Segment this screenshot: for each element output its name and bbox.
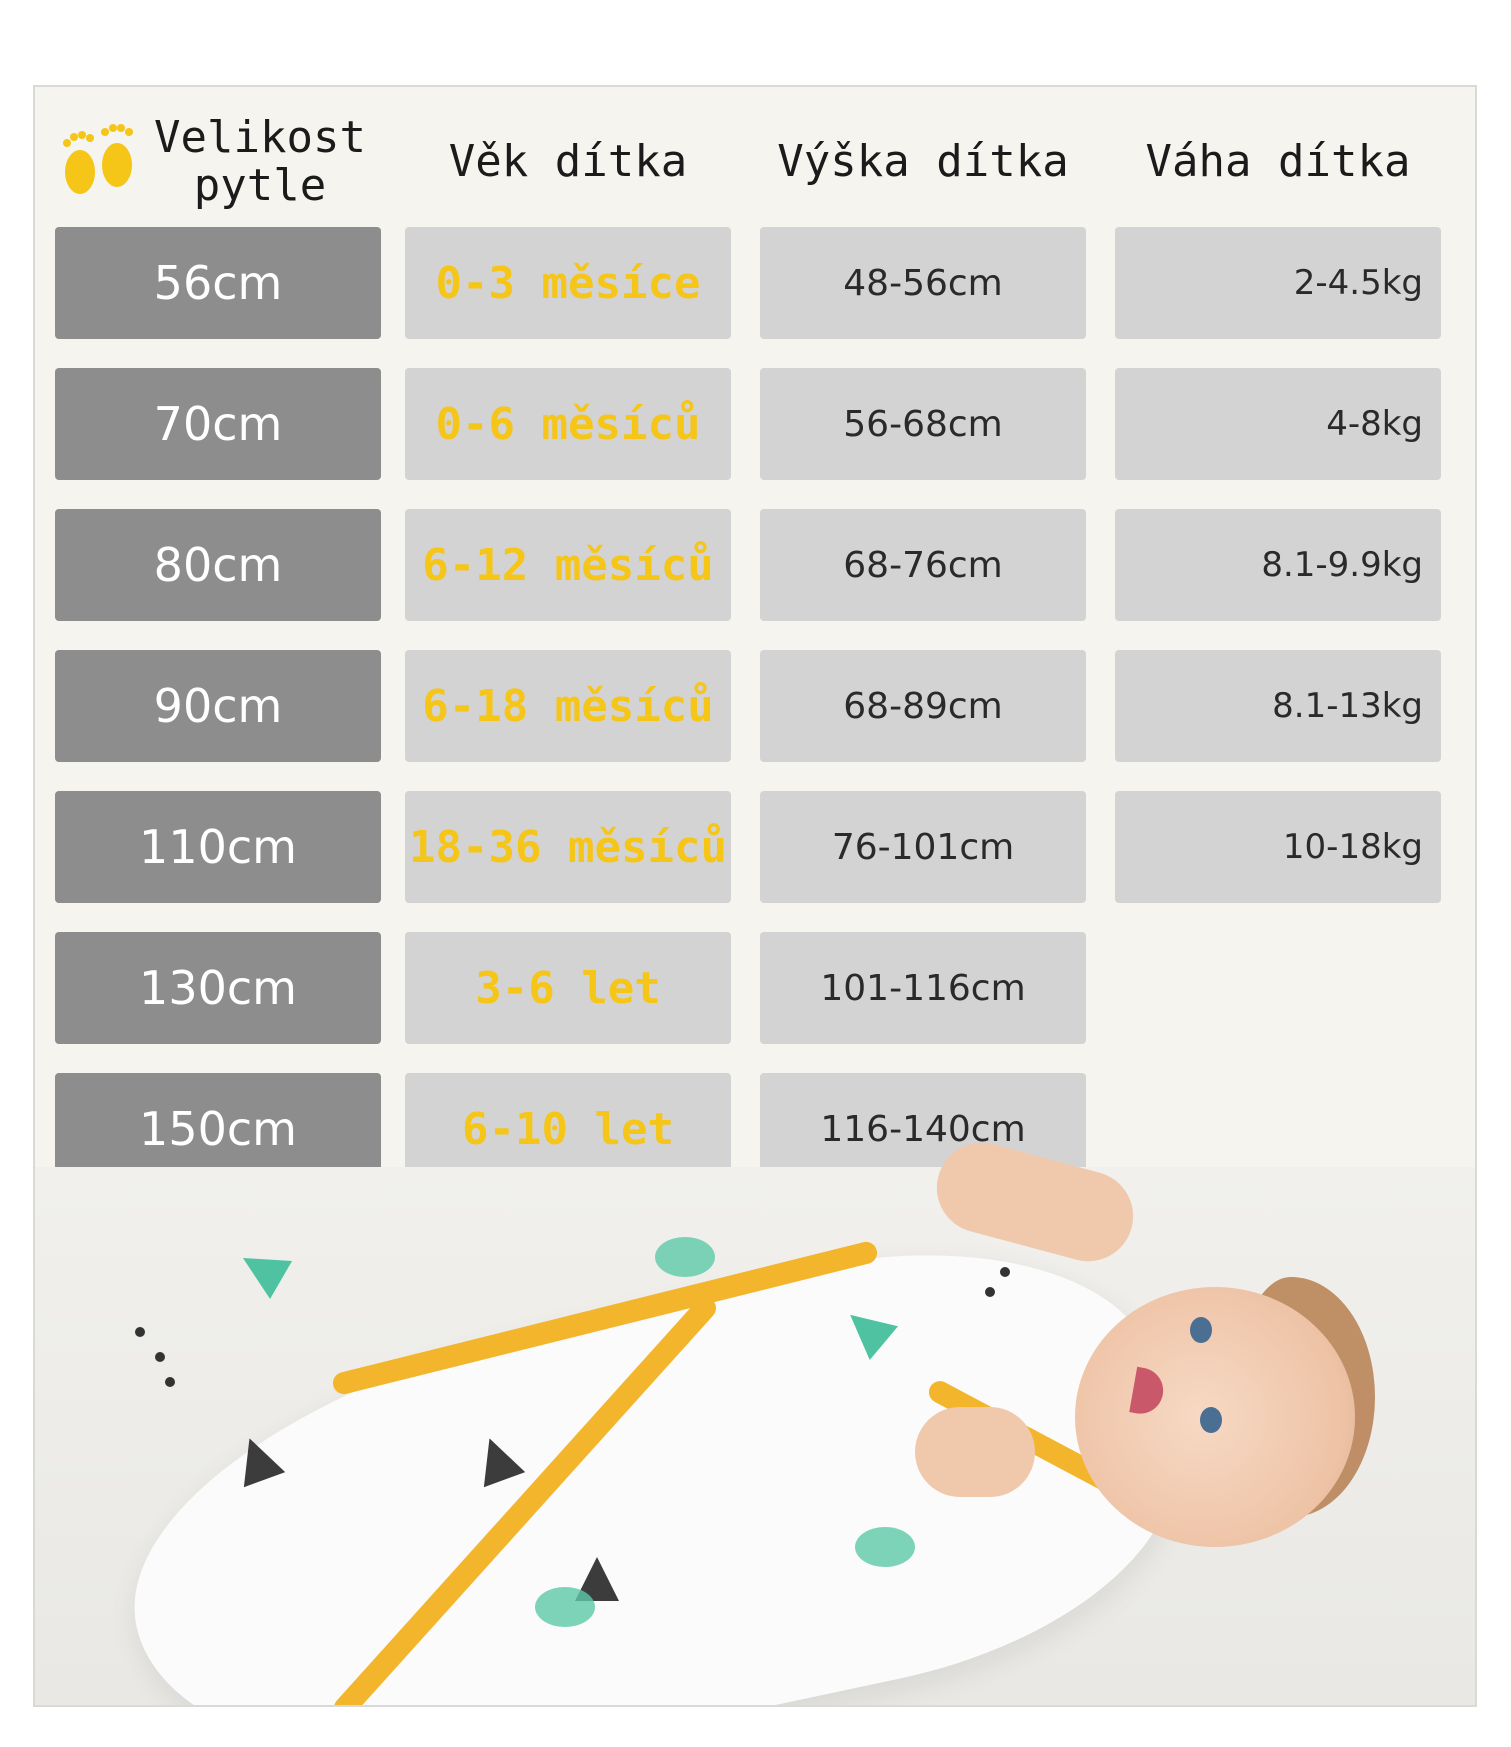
cell-height: 56-68cm [760, 368, 1086, 480]
cell-height: 101-116cm [760, 932, 1086, 1044]
cell-weight: 8.1-13kg [1115, 650, 1441, 762]
cell-size: 130cm [55, 932, 381, 1044]
size-chart-card [33, 85, 1477, 1707]
cell-height: 68-76cm [760, 509, 1086, 621]
cell-height: 48-56cm [760, 227, 1086, 339]
cell-age: 0-3 měsíce [405, 227, 731, 339]
cell-height: 68-89cm [760, 650, 1086, 762]
header-size [145, 107, 375, 217]
header-size-line2: pytle [193, 160, 327, 211]
cell-weight: 2-4.5kg [1115, 227, 1441, 339]
cell-weight: 8.1-9.9kg [1115, 509, 1441, 621]
cell-age: 3-6 let [405, 932, 731, 1044]
cell-age: 6-10 let [405, 1073, 731, 1185]
cell-weight: 4-8kg [1115, 368, 1441, 480]
cell-weight: 10-18kg [1115, 791, 1441, 903]
cell-size: 56cm [55, 227, 381, 339]
header-size-line1: Velikost [154, 112, 366, 163]
baby-feet-icon [55, 117, 145, 207]
header-height: Výška dítka [777, 136, 1069, 187]
cell-size: 150cm [55, 1073, 381, 1185]
cell-age: 0-6 měsíců [405, 368, 731, 480]
header-weight: Váha dítka [1145, 136, 1411, 187]
baby-photo [35, 1167, 1475, 1705]
cell-age: 6-12 měsíců [405, 509, 731, 621]
cell-size: 80cm [55, 509, 381, 621]
cell-height: 116-140cm [760, 1073, 1086, 1185]
cell-size: 110cm [55, 791, 381, 903]
cell-age: 18-36 měsíců [405, 791, 731, 903]
cell-size: 90cm [55, 650, 381, 762]
header-age: Věk dítka [448, 136, 688, 187]
cell-size: 70cm [55, 368, 381, 480]
cell-age: 6-18 měsíců [405, 650, 731, 762]
cell-height: 76-101cm [760, 791, 1086, 903]
